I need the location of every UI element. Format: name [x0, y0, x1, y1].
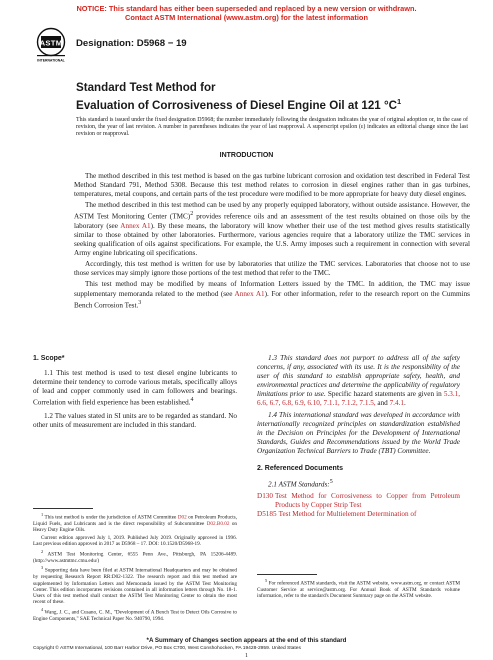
- footnote-1: $^1$ This test method is under the jurisdiction of ASTM Committee D02 on Petroleum Products, Liquid Fuels, and Lubricants and is the direct responsibility of Subcommittee D02.B0.02 on Heavy Duty Engine Oils.: [33, 512, 238, 534]
- hazard-link-7-4-1[interactable]: 7.4.1: [389, 399, 404, 408]
- scope-1-4: 1.4 This international standard was developed in accordance with internationally recognized principles on standardization established in the Decision on Principles for the Development of International Standards, Guides and Recommendations issued by the World Trade Organization Technical Barriers to Trade (TBT) Committee.: [257, 410, 460, 455]
- svg-text:ASTM: ASTM: [39, 38, 63, 48]
- scope-heading: 1. Scope*: [33, 355, 65, 362]
- annex-a1-link-2[interactable]: Annex A1: [234, 289, 265, 298]
- summary-of-changes-note: *A Summary of Changes section appears at the end of this standard: [146, 637, 347, 644]
- document-title: [76, 81, 401, 112]
- scope-section: [33, 354, 237, 432]
- footnote-4: $^4$ Wang, J. C., and Cusano, C. M., "Development of A Bench Test to Detect Oils Corrosive to Engine Components," SAE Technical Paper No. 940790, 1994.: [33, 606, 237, 622]
- intro-paragraph-3: Accordingly, this test method is written for use by laboratories that utilize the TMC services. Laboratories that choose not to use those services may simply ignore those portions of the test method that refer to the TMC.: [74, 260, 470, 278]
- subcommittee-link[interactable]: D02.B0.02: [206, 520, 230, 527]
- footnote-edition: Current edition approved July 1, 2019. Published July 2019. Originally approved in 1996. Last previous edition approved in 2017 as D5968 – 17. DOI: 10.1520/D5968-19.: [33, 534, 237, 548]
- notice-banner: [0, 4, 493, 22]
- astm-logo-icon: [34, 27, 68, 63]
- intro-paragraph-1: The method described in this test method is based on the gas turbine lubricant corrosion and oxidation test described in Federal Test Method Standard 791, Method 5308. Because this test method relates to corrosion in diesel engines rather than in gas turbines, temperatures, metal coupons, and certain parts of the test procedure were modified to be more appropriate for heavy duty diesel engines.: [74, 172, 470, 199]
- introduction-heading: INTRODUCTION: [219, 152, 274, 159]
- title-line-2: Evaluation of Corrosiveness of Diesel Engine Oil at 121 $^\circ C^1$: [76, 96, 402, 112]
- notice-line-2: Contact ASTM International (www.astm.org) for the latest information: [125, 13, 368, 22]
- committee-d02-link[interactable]: D02: [177, 514, 187, 521]
- scope-1-1: 1.1 This test method is used to test diesel engine lubricants to determine their tendency to corrode various metals, specifically alloys of lead and copper commonly used in cam followers and bearings. Correlation with field experience has been established.$^4$: [33, 369, 237, 407]
- scope-1-2: 1.2 The values stated in SI units are to be regarded as standard. No other units of measurement are included in this standard.: [33, 411, 237, 429]
- title-line-1: Standard Test Method for: [76, 81, 216, 94]
- page-number: 1: [245, 653, 248, 659]
- ref-d5185[interactable]: D5185 Test Method for Multielement Determination of: [257, 509, 417, 518]
- right-column: [257, 354, 460, 519]
- copyright-line: Copyright © ASTM International, 100 Barr Harbor Drive, PO Box C700, West Conshohocken, PA 19428-2959. United States: [33, 646, 301, 651]
- designation: Designation: D5968 − 19: [76, 38, 187, 49]
- referenced-documents-heading: 2. Referenced Documents: [257, 465, 343, 473]
- footnote-divider-right: [257, 574, 317, 575]
- issue-note: This standard is issued under the fixed designation D5968; the number immediately following the designation indicates the year of original adoption or, in the case of revision, the year of last revision. A number in parentheses indicates the year of last reapproval. A superscript epsilon (ε) indicates an editorial change since the last revision or reapproval.: [76, 117, 468, 138]
- title-footnote-ref: 1: [396, 96, 402, 106]
- introduction-body: [74, 172, 470, 312]
- scope-1-3: 1.3 This standard does not purport to address all of the safety concerns, if any, associated with its use. It is the responsibility of the user of this standard to establish appropriate safety, health, and environmental practices and determine the applicability of regulatory limitations prior to use. Specific hazard statements are given in 5.3.1, 6.6, 6.7, 6.8, 6.9, 6.10, 7.1.1, 7.1.2, 7.1.5, and 7.4.1.: [257, 354, 461, 408]
- hazard-links[interactable]: 5.3.1, 6.6, 6.7, 6.8, 6.9, 6.10, 7.1.1, 7.1.2, 7.1.5,: [257, 390, 461, 408]
- footnotes-left: [33, 512, 237, 623]
- footnote-5: $^5$ For referenced ASTM standards, visit the ASTM website, www.astm.org, or contact ASTM Customer Service at service@astm.org. For Annual Book of ASTM Standards volume information, refer to the standard's Document Summary page on the ASTM website.: [257, 578, 461, 600]
- astm-standards-label: 2.1 ASTM Standards:$^5$: [268, 479, 333, 489]
- logo-caption: INTERNATIONAL: [37, 58, 65, 63]
- footnote-3: $^3$ Supporting data have been filed at ASTM International Headquarters and may be obtained by requesting Research Report RR:D02-1322. The research report and this test method are supplemented by Information Letters and Memoranda issued by the ASTM Test Monitoring Center. This edition incorporates revisions contained in all information letters through No. 18-1. Users of this test method shall contact the ASTM Test Monitoring Center to obtain the most recent of these.: [33, 565, 238, 606]
- footnote-2: $^2$ ASTM Test Monitoring Center, 6555 Penn Ave., Pittsburgh, PA 15206-4489. (http://www.astmtmc.cmu.edu/): [33, 548, 237, 564]
- astm-logo: [34, 27, 68, 63]
- notice-line-1: NOTICE: This standard has either been superseded and replaced by a new version or withdrawn.: [76, 4, 417, 13]
- intro-paragraph-2: The method described in this test method can be used by any properly equipped laboratory, without outside assistance. However, the ASTM Test Monitoring Center (TMC)$^2$ provides reference oils and an assessment of the test results obtained on those oils by the laboratory (see Annex A1). By these means, the laboratory will know whether their use of the test method gives results statistically similar to those obtained by other laboratories. Furthermore, various agencies require that a laboratory utilize the TMC services in seeking qualification of oils against specifications. For example, the U.S. Army imposes such a requirement in connection with several Army engine lubricating oil specifications.: [74, 201, 470, 258]
- annex-a1-link[interactable]: Annex A1: [120, 221, 151, 230]
- ref-d130[interactable]: D130 Test Method for Corrosiveness to Copper from Petroleum Products by Copper Strip Test: [257, 491, 460, 509]
- intro-paragraph-4: This test method may be modified by means of Information Letters issued by the TMC. In addition, the TMC may issue supplementary memoranda related to the method (see Annex A1). For other information, refer to the research report on the Cummins Bench Corrosion Test.$^3$: [74, 280, 470, 309]
- footnote-divider: [33, 508, 93, 509]
